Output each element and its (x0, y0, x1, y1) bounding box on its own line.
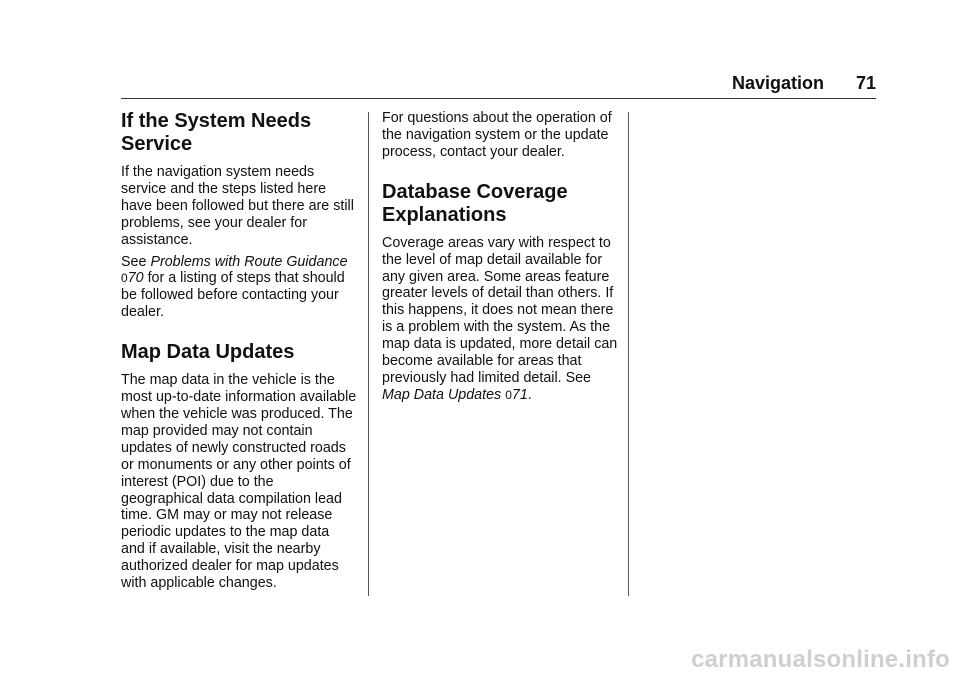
coverage-end: . (527, 386, 532, 403)
column-divider-2 (628, 112, 629, 596)
see-prefix: See (121, 253, 147, 270)
page-header (600, 72, 876, 94)
xref-map-data-updates[interactable]: Map Data Updates (382, 386, 502, 403)
xref-page-71[interactable]: 71 (511, 386, 528, 403)
column-middle (382, 110, 618, 404)
paragraph-questions: For questions about the operation of the navigation system or the update process, contact your dealer. (382, 110, 612, 160)
coverage-text: Coverage areas vary with respect to the level of map detail available for any given area. Some areas feature greater levels of detail than others. If this happens, it does not mean there is a problem with the system. As the map data is updated, more detail can become available for areas that previously had limited detail. See (382, 234, 618, 386)
page-ref-icon: 0 (505, 387, 512, 402)
page-ref-icon: 0 (121, 271, 128, 286)
heading-map-data-updates: Map Data Updates (121, 341, 295, 364)
header-rule (121, 98, 876, 99)
see-suffix: for a listing of steps that should be followed before contacting your dealer. (121, 270, 345, 321)
paragraph-see-guidance (121, 254, 357, 322)
paragraph-service: If the navigation system needs service and the steps listed here have been followed but there are still problems, see your dealer for assistance. (121, 164, 354, 248)
heading-system-needs-service: If the System Needs Service (121, 110, 312, 155)
xref-page-70[interactable]: 70 (127, 270, 144, 287)
paragraph-coverage (382, 235, 618, 404)
page-number: 71 (855, 73, 876, 93)
column-left (121, 110, 357, 592)
paragraph-map-updates: The map data in the vehicle is the most up-to-date information available when the vehicle was produced. The map provided may not contain updates of newly constructed roads or monuments or any other points of interest (POI) due to the geographical data compilation lead time. GM may or may not release periodic updates to the map data and if available, visit the nearby authorized dealer for map updates with applicable changes. (121, 372, 357, 592)
xref-route-guidance[interactable]: Problems with Route Guidance (150, 253, 348, 270)
watermark: carmanualsonline.info (691, 646, 950, 673)
column-divider-1 (368, 112, 369, 596)
section-title: Navigation (731, 73, 824, 93)
heading-database-coverage: Database Coverage Explanations (382, 180, 568, 226)
